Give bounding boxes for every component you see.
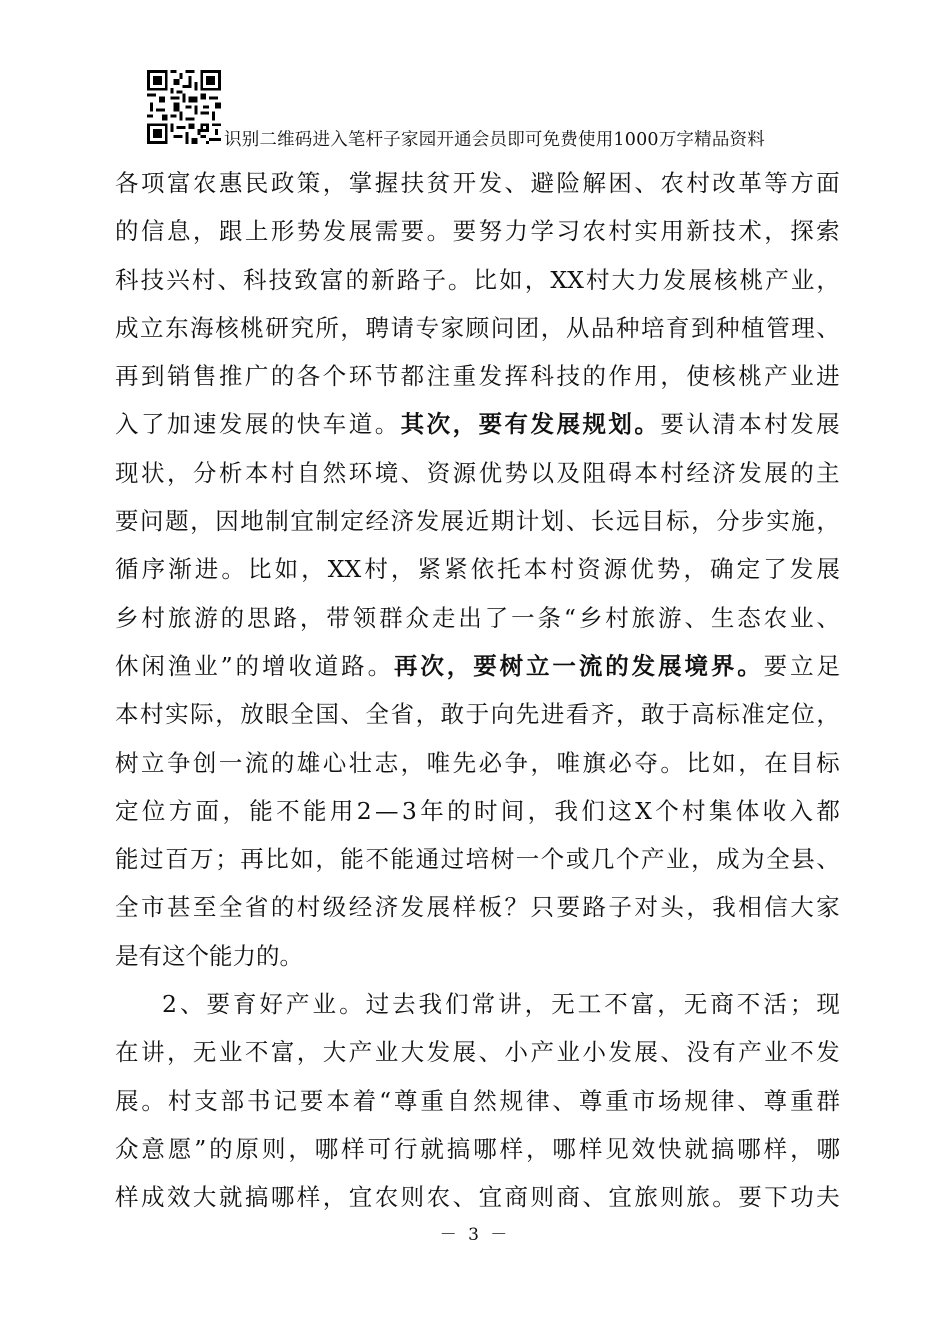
text-line: 本 村 实 际 ， 放 眼 全 国 、 全 省 ， 敢 于 向 先 进 看 齐 ， 敢 于 高 标 准 定 位 ， [115,700,840,729]
text-line: 乡 村 旅 游 的 思 路 ， 带 领 群 众 走 出 了 一 条 “ 乡 村 旅 游 、 生 态 农 业 、 [115,603,840,632]
text-line: 2 、 要 育 好 产 业 。 过 去 我 们 常 讲 ， 无 工 不 富 ， 无 商 不 活 ； 现 [162,990,840,1019]
text-line: 树 立 争 创 一 流 的 雄 心 壮 志 ， 唯 先 必 争 ， 唯 旗 必 夺 。 比 如 ， 在 目 标 [115,748,840,777]
text-line: 入 了 加 速 发 展 的 快 车 道 。 其 次 ， 要 有 发 展 规 划 。 要 认 清 本 村 发 展 [115,410,840,439]
document-body [115,159,840,1222]
text-line: 全 市 甚 至 全 省 的 村 级 经 济 发 展 样 板 ？ 只 要 路 子 对 头 ， 我 相 信 大 家 [115,893,840,922]
text-line: 循 序 渐 进 。 比 如 ， XX 村 ， 紧 紧 依 托 本 村 资 源 优 势 ， 确 定 了 发 展 [115,555,840,584]
text-line: 要 问 题 ， 因 地 制 宜 制 定 经 济 发 展 近 期 计 划 、 长 远 目 标 ， 分 步 实 施 ， [115,507,840,536]
text-line: 展 。 村 支 部 书 记 要 本 着 “ 尊 重 自 然 规 律 、 尊 重 市 场 规 律 、 尊 重 群 [115,1086,840,1115]
text-line: 众 意 愿 ” 的 原 则 ， 哪 样 可 行 就 搞 哪 样 ， 哪 样 见 效 快 就 搞 哪 样 ， 哪 [115,1134,840,1163]
text-line: 定 位 方 面 ， 能 不 能 用 2 — 3 年 的 时 间 ， 我 们 这 X 个 村 集 体 收 入 都 [115,796,840,825]
text-line: 是 有 这 个 能 力 的 。 [115,941,303,970]
text-line: 科 技 兴 村 、 科 技 致 富 的 新 路 子 。 比 如 ， XX 村 大 力 发 展 核 桃 产 业 ， [115,265,840,294]
text-line: 现 状 ， 分 析 本 村 自 然 环 境 、 资 源 优 势 以 及 阻 碍 本 村 经 济 发 展 的 主 [115,458,840,487]
qr-code-icon [147,70,221,144]
page-number: － 3 － [439,1225,511,1245]
text-line: 成 立 东 海 核 桃 研 究 所 ， 聘 请 专 家 顾 问 团 ， 从 品 种 培 育 到 种 植 管 理 、 [115,313,840,342]
text-line: 在 讲 ， 无 业 不 富 ， 大 产 业 大 发 展 、 小 产 业 小 发 展 、 没 有 产 业 不 发 [115,1038,840,1067]
text-line: 休 闲 渔 业 ” 的 增 收 道 路 。 再 次 ， 要 树 立 一 流 的 发 展 境 界 。 要 立 足 [115,651,840,680]
text-line: 再 到 销 售 推 广 的 各 个 环 节 都 注 重 发 挥 科 技 的 作 用 ， 使 核 桃 产 业 进 [115,362,840,391]
text-line: 各 项 富 农 惠 民 政 策 ， 掌 握 扶 贫 开 发 、 避 险 解 困 、 农 村 改 革 等 方 面 [115,169,840,197]
text-line: 能 过 百 万 ； 再 比 如 ， 能 不 能 通 过 培 树 一 个 或 几 个 产 业 ， 成 为 全 县 、 [115,845,840,874]
promo-note: 识别二维码进入笔杆子家园开通会员即可免费使用1000万字精品资料 [224,130,765,150]
text-line: 的 信 息 ， 跟 上 形 势 发 展 需 要 。 要 努 力 学 习 农 村 实 用 新 技 术 ， 探 索 [115,217,840,246]
text-line: 样 成 效 大 就 搞 哪 样 ， 宜 农 则 农 、 宜 商 则 商 、 宜 旅 则 旅 。 要 下 功 夫 [115,1183,840,1212]
